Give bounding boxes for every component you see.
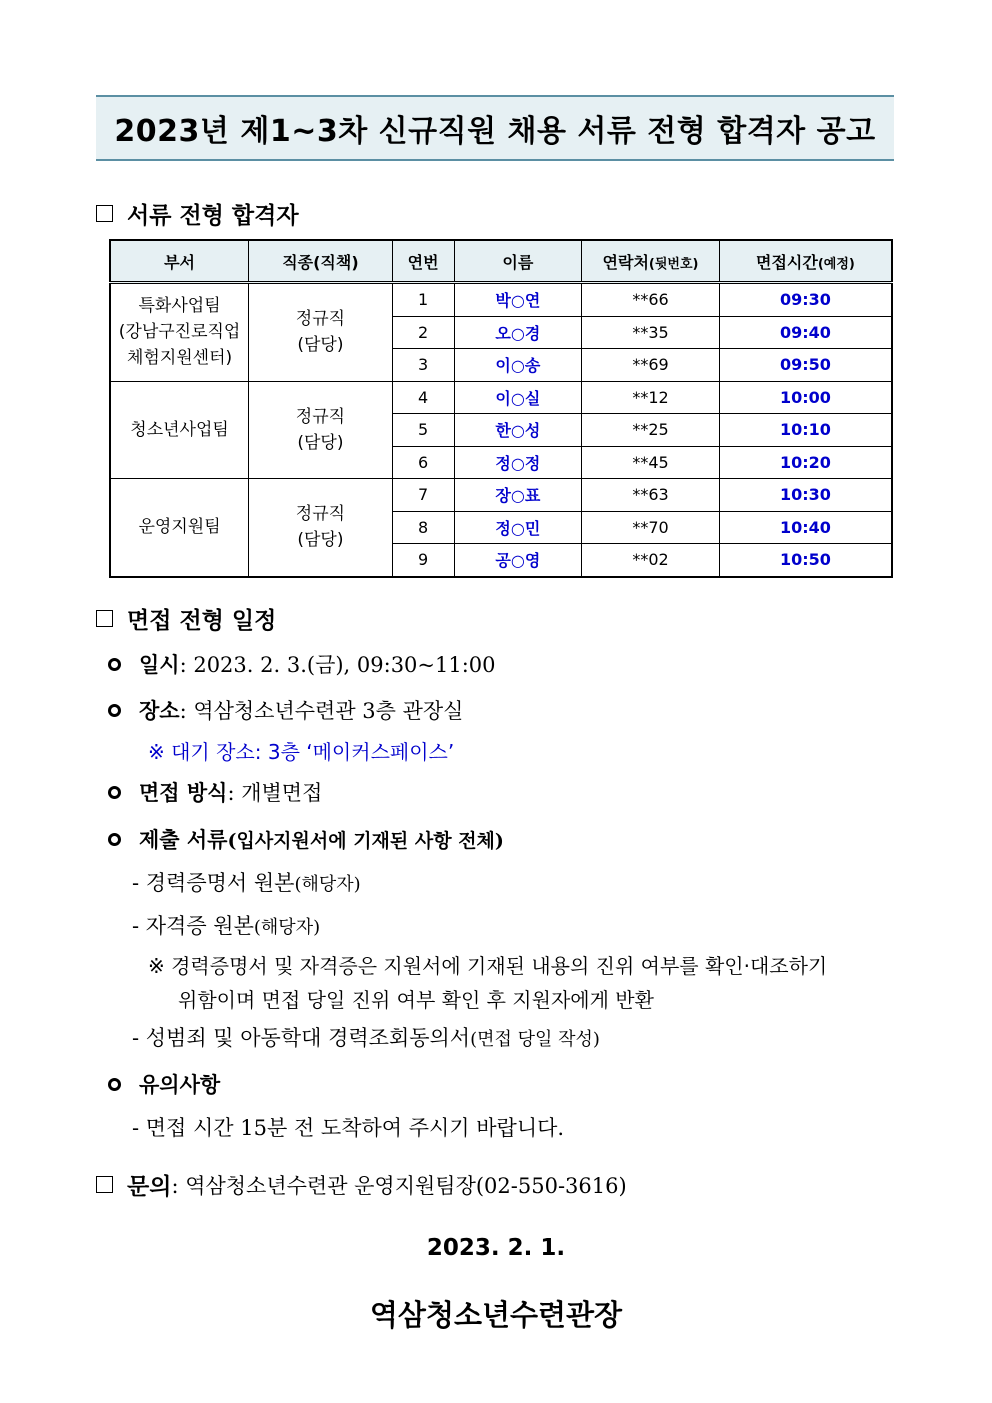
contact-cell: **45 — [582, 446, 720, 479]
name-first: 한 — [495, 421, 511, 441]
doc-note-line-1: ※ 경력증명서 및 자격증은 지원서에 기재된 내용의 진위 여부를 확인·대조하기 — [148, 954, 828, 978]
contact-cell: **66 — [582, 283, 720, 317]
schedule-docs-label: 제출 서류 — [139, 827, 228, 852]
page-title: 2023년 제1~3차 신규직원 채용 서류 전형 합격자 공고 — [96, 95, 894, 161]
job-line: (담당) — [297, 530, 344, 551]
name-cell — [454, 316, 582, 349]
bullet-circle-icon — [108, 704, 121, 717]
no-cell: 7 — [392, 479, 454, 512]
doc-item-2-sub: (해당자) — [253, 917, 321, 938]
contact-cell: **35 — [582, 316, 720, 349]
schedule-method-label: 면접 방식 — [139, 780, 228, 805]
col-header-contact-sub: (뒷번호) — [648, 256, 699, 272]
time-cell: 10:30 — [719, 479, 892, 512]
section-heading-schedule-text: 면접 전형 일정 — [127, 607, 277, 634]
caution-text: - 면접 시간 15분 전 도착하여 주시기 바랍니다. — [132, 1116, 565, 1140]
doc-item-2-main: - 자격증 원본 — [132, 914, 254, 938]
schedule-date-value: : 2023. 2. 3.(금), 09:30~11:00 — [179, 653, 496, 677]
name-first: 정 — [495, 453, 511, 473]
dept-line: 청소년사업팀 — [130, 419, 229, 440]
checkbox-square-icon — [96, 610, 113, 627]
dept-line: 운영지원팀 — [138, 517, 221, 538]
name-first: 박 — [495, 291, 511, 311]
schedule-docs-paren: (입사지원서에 기재된 사항 전체) — [227, 829, 504, 852]
name-cell — [454, 511, 582, 544]
name-cell — [454, 349, 582, 382]
name-last: 경 — [524, 323, 541, 343]
name-mask: ○ — [510, 518, 525, 538]
name-first: 이 — [495, 356, 511, 376]
no-cell: 5 — [392, 414, 454, 447]
schedule-place-value: : 역삼청소년수련관 3층 관장실 — [179, 699, 464, 723]
doc-item-1-main: - 경력증명서 원본 — [132, 871, 295, 895]
inquiry-value: : 역삼청소년수련관 운영지원팀장(02-550-3616) — [171, 1173, 627, 1198]
time-cell: 09:40 — [719, 316, 892, 349]
table-row — [110, 479, 892, 512]
col-header-name: 이름 — [454, 240, 582, 283]
job-cell — [249, 381, 393, 479]
time-cell: 10:40 — [719, 511, 892, 544]
job-cell — [249, 479, 393, 577]
name-first: 장 — [495, 486, 511, 506]
announcement-date: 2023. 2. 1. — [426, 1235, 566, 1261]
time-cell: 10:00 — [719, 381, 892, 414]
name-last: 송 — [524, 356, 541, 376]
caution-label: 유의사항 — [139, 1072, 221, 1097]
name-mask: ○ — [510, 453, 525, 473]
name-mask: ○ — [510, 551, 525, 571]
section-heading-schedule — [96, 602, 276, 635]
col-header-time-main: 면접시간 — [756, 252, 818, 272]
contact-cell: **70 — [582, 511, 720, 544]
name-mask: ○ — [510, 486, 525, 506]
col-header-time-sub: (예정) — [817, 256, 855, 272]
time-cell: 10:50 — [719, 544, 892, 577]
no-cell: 3 — [392, 349, 454, 382]
name-cell — [454, 381, 582, 414]
dept-cell — [110, 381, 249, 479]
name-last: 연 — [524, 291, 541, 311]
name-mask: ○ — [510, 421, 525, 441]
name-first: 정 — [495, 518, 511, 538]
time-cell: 10:20 — [719, 446, 892, 479]
dept-line: 체험지원센터) — [126, 348, 233, 369]
col-header-contact-main: 연락처 — [602, 252, 649, 272]
section-heading-results — [96, 197, 299, 230]
name-last: 성 — [524, 421, 541, 441]
contact-cell: **63 — [582, 479, 720, 512]
results-table — [109, 239, 893, 578]
bullet-circle-icon — [108, 833, 121, 846]
bullet-circle-icon — [108, 1078, 121, 1091]
doc-item-2 — [132, 910, 320, 940]
name-mask: ○ — [510, 388, 525, 408]
col-header-contact — [582, 240, 720, 283]
name-mask: ○ — [510, 356, 525, 376]
job-cell — [249, 283, 393, 382]
job-line: 정규직 — [295, 309, 346, 330]
section-heading-results-text: 서류 전형 합격자 — [127, 202, 299, 229]
checkbox-square-icon — [96, 1176, 113, 1193]
col-header-dept: 부서 — [110, 240, 249, 283]
contact-cell: **25 — [582, 414, 720, 447]
name-cell — [454, 479, 582, 512]
schedule-method-value: : 개별면접 — [227, 781, 323, 805]
time-cell: 09:30 — [719, 283, 892, 317]
waiting-place-note: ※ 대기 장소: 3층 ‘메이커스페이스’ — [148, 740, 455, 764]
table-header-row — [110, 240, 892, 283]
no-cell: 2 — [392, 316, 454, 349]
contact-cell: **69 — [582, 349, 720, 382]
dept-line: (강남구진로직업 — [118, 322, 241, 343]
inquiry-label: 문의 — [127, 1173, 172, 1200]
checkbox-square-icon — [96, 205, 113, 222]
name-cell — [454, 446, 582, 479]
name-mask: ○ — [510, 291, 525, 311]
schedule-docs — [108, 824, 504, 854]
name-first: 오 — [495, 323, 511, 343]
name-cell — [454, 414, 582, 447]
schedule-place-label: 장소 — [139, 698, 180, 723]
section-inquiry — [96, 1168, 627, 1201]
name-last: 정 — [524, 453, 541, 473]
time-cell: 10:10 — [719, 414, 892, 447]
doc-item-1-sub: (해당자) — [294, 874, 361, 895]
no-cell: 4 — [392, 381, 454, 414]
name-cell — [454, 544, 582, 577]
col-header-job: 직종(직책) — [249, 240, 393, 283]
job-line: (담당) — [297, 335, 344, 356]
no-cell: 9 — [392, 544, 454, 577]
schedule-place — [108, 695, 463, 725]
col-header-no: 연번 — [392, 240, 454, 283]
job-line: 정규직 — [295, 504, 346, 525]
name-last: 영 — [524, 551, 541, 571]
doc-item-3 — [132, 1022, 600, 1052]
caution — [108, 1069, 220, 1099]
dept-cell — [110, 479, 249, 577]
issuer-name: 역삼청소년수련관장 — [369, 1298, 623, 1332]
doc-note-line-2: 위함이며 면접 당일 진위 여부 확인 후 지원자에게 반환 — [178, 988, 654, 1012]
col-header-time — [719, 240, 892, 283]
time-cell: 09:50 — [719, 349, 892, 382]
no-cell: 1 — [392, 283, 454, 317]
bullet-circle-icon — [108, 786, 121, 799]
job-line: 정규직 — [295, 406, 346, 427]
schedule-date — [108, 649, 496, 679]
doc-item-3-main: - 성범죄 및 아동학대 경력조회동의서 — [132, 1026, 471, 1050]
no-cell: 6 — [392, 446, 454, 479]
schedule-date-label: 일시 — [139, 652, 180, 677]
schedule-method — [108, 777, 322, 807]
name-cell — [454, 283, 582, 317]
job-line: (담당) — [297, 432, 344, 453]
name-mask: ○ — [510, 323, 525, 343]
name-first: 공 — [495, 551, 511, 571]
table-row — [110, 283, 892, 317]
dept-line: 특화사업팀 — [138, 296, 221, 317]
table-row — [110, 381, 892, 414]
contact-cell: **02 — [582, 544, 720, 577]
no-cell: 8 — [392, 511, 454, 544]
name-last: 표 — [524, 486, 541, 506]
bullet-circle-icon — [108, 658, 121, 671]
doc-item-1 — [132, 867, 361, 897]
dept-cell — [110, 283, 249, 382]
name-last: 민 — [524, 518, 541, 538]
doc-item-3-sub: (면접 당일 작성) — [470, 1029, 600, 1050]
name-last: 실 — [524, 388, 541, 408]
contact-cell: **12 — [582, 381, 720, 414]
name-first: 이 — [495, 388, 511, 408]
